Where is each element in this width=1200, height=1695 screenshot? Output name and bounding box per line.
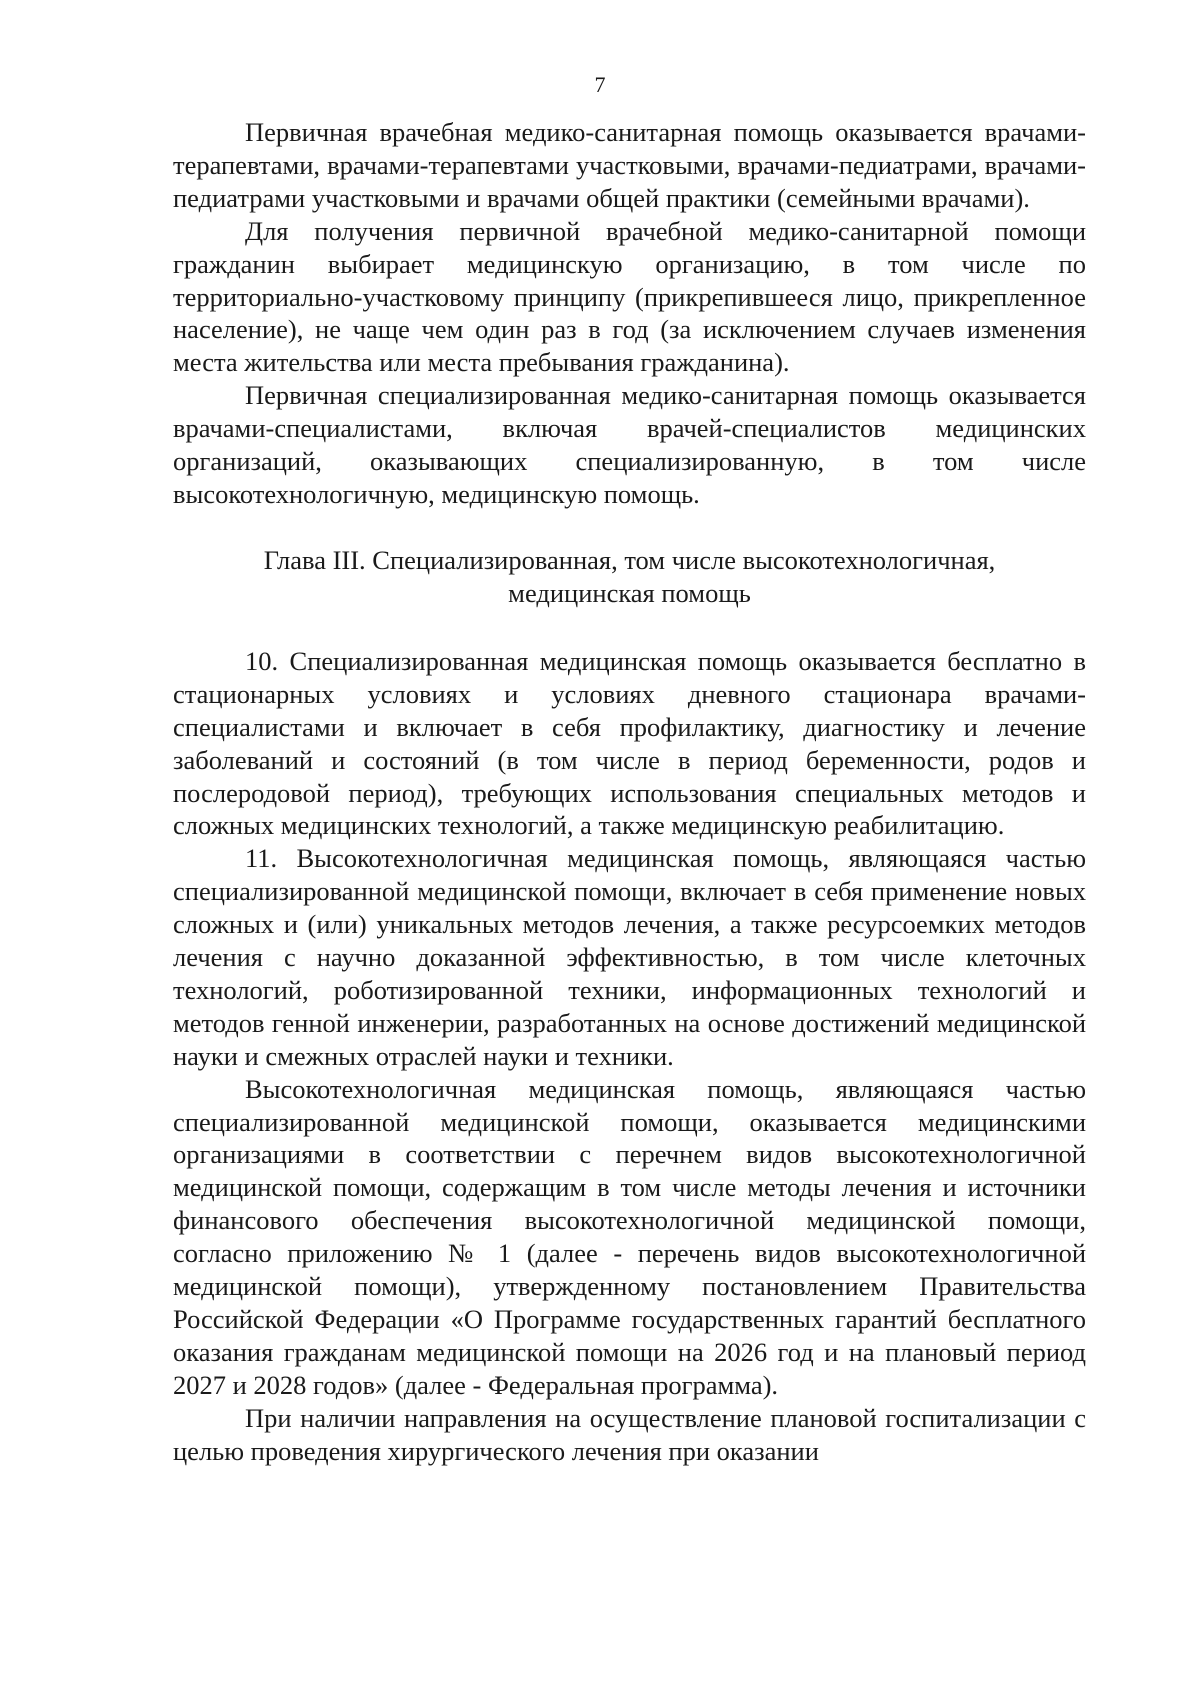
paragraph-planned-hospitalization: При наличии направления на осуществление плановой госпитализации с целью проведения хирургического лечения при оказании xyxy=(173,1402,1086,1466)
paragraph-item-11: 11. Высокотехнологичная медицинская помощь, являющаяся частью специализированной медицинской помощи, включает в себя применение новых сложных и (или) уникальных методов лечения, а также ресурсоемких методов лечения с научно доказанной эффективностью, в том числе клеточных технологий, роботизированной техники, информационных технологий и методов генной инженерии, разработанных на основе достижений медицинской науки и смежных отраслей науки и техники. xyxy=(173,843,1086,1071)
page-number: 7 xyxy=(594,72,606,97)
paragraph-primary-physician-care: Первичная врачебная медико-санитарная помощь оказывается врачами-терапевтами, врачами-терапевтами участковыми, врачами-педиатрами, врачами-педиатрами участковыми и врачами общей практики (семейными врачами). xyxy=(173,117,1086,213)
paragraph-high-tech-care: Высокотехнологичная медицинская помощь, являющаяся частью специализированной медицинской помощи, оказывается медицинскими организациями в соответствии с перечнем видов высокотехнологичной медицинской помощи, содержащим в том числе методы лечения и источники финансового обеспечения высокотехнологичной медицинской помощи, согласно приложению № 1 (далее - перечень видов высокотехнологичной медицинской помощи), утвержденному постановлением Правительства Российской Федерации «О Программе государственных гарантий бесплатного оказания гражданам медицинской помощи на 2026 год и на плановый период 2027 и 2028 годов» (далее - Федеральная программа). xyxy=(173,1073,1086,1400)
paragraph-organization-choice: Для получения первичной врачебной медико-санитарной помощи гражданин выбирает медицинскую организацию, в том числе по территориально-участковому принципу (прикрепившееся лицо, прикрепленное население), не чаще чем один раз в год (за исключением случаев изменения места жительства или места пребывания гражданина). xyxy=(173,215,1086,378)
document-body xyxy=(173,116,1086,1468)
chapter-heading-line-1: Глава III. Специализированная, том числе высокотехнологичная, xyxy=(263,544,996,575)
paragraph-item-10: 10. Специализированная медицинская помощь оказывается бесплатно в стационарных условиях и условиях дневного стационара врачами-специалистами и включает в себя профилактику, диагностику и лечение заболеваний и состояний (в том числе в период беременности, родов и послеродовой период), требующих использования специальных методов и сложных медицинских технологий, а также медицинскую реабилитацию. xyxy=(173,645,1086,841)
paragraph-primary-specialized-care: Первичная специализированная медико-санитарная помощь оказывается врачами-специалистами, включая врачей-специалистов медицинских организаций, оказывающих специализированную, в том числе высокотехнологичную, медицинскую помощь. xyxy=(173,380,1086,509)
chapter-heading xyxy=(173,544,1086,610)
chapter-heading-line-2: медицинская помощь xyxy=(508,577,751,608)
